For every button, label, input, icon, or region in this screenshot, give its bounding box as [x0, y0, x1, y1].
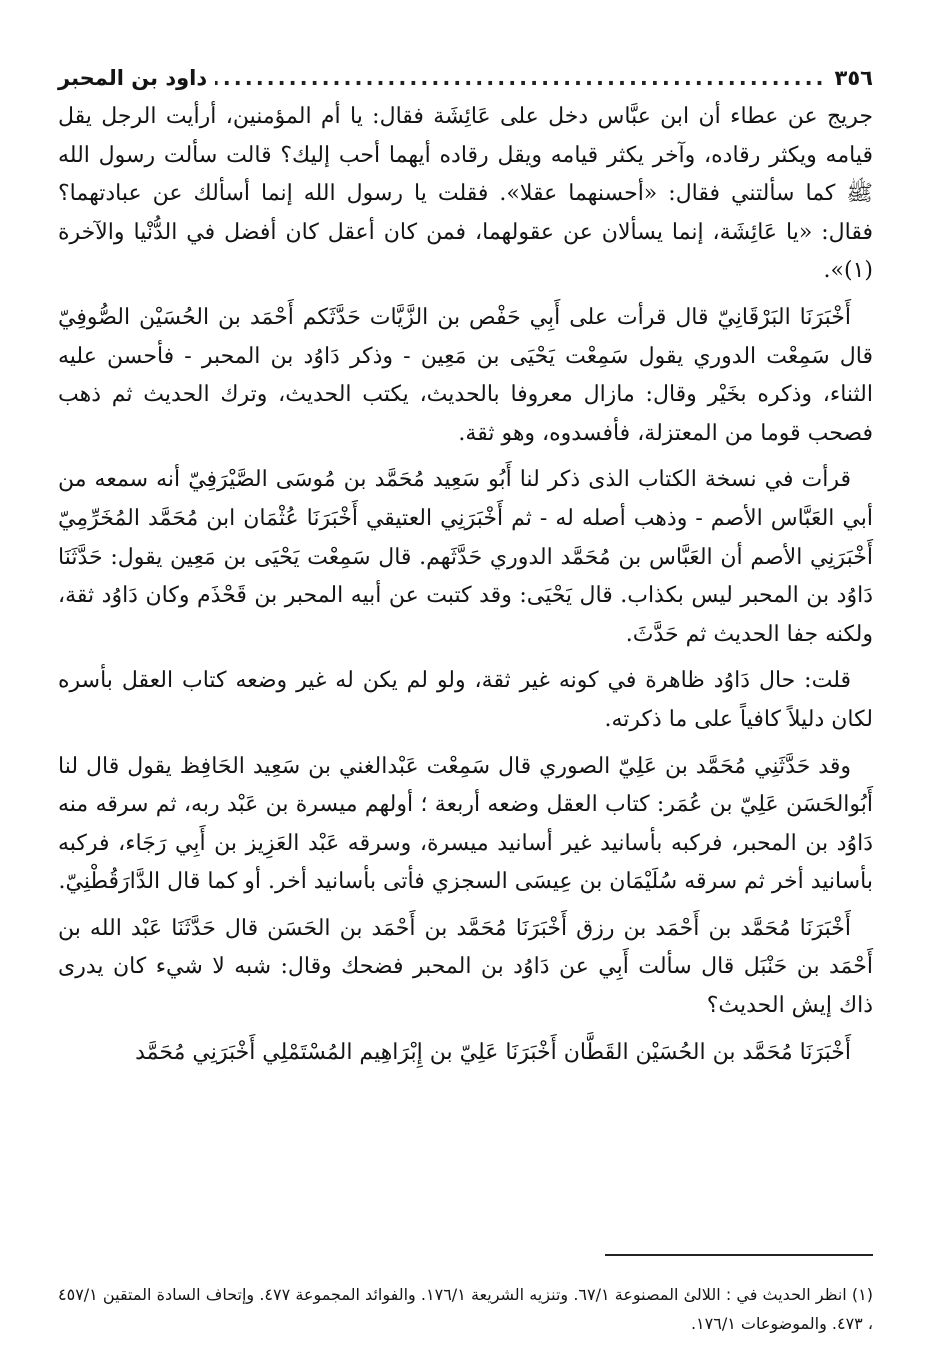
footnote-text: (١) انظر الحديث في : اللالئ المصنوعة ٦٧/١. وتنزيه الشريعة ١٧٦/١. والفوائد المجموعة ٤٧٧. وإتحاف السادة المتقين ٤٥٧/١ ، ٤٧٣. والموضوعات ١٧٦/١.: [58, 1285, 873, 1333]
paragraph-4: قلت: حال دَاوُد ظاهرة في كونه غير ثقة، ولو لم يكن له غير وضعه كتاب العقل بأسره لكان دليلاً كافياً على ما ذكرته.: [58, 668, 873, 732]
paragraph-7: أَخْبَرَنَا مُحَمَّد بن الحُسَيْن القَطَّان أَخْبَرَنَا عَلِيّ بن إِبْرَاهِيم المُسْتَمْلِي أَخْبَرَنِي مُحَمَّد: [135, 1039, 851, 1065]
paragraph-2: أَخْبَرَنَا البَرْقَانِيّ قال قرأت على أَبِي حَفْص بن الزَّيَّات حَدَّثَكم أَحْمَد بن الحُسَيْن الصُّوفِيّ قال سَمِعْت الدوري يقول سَمِعْت يَحْيَى بن مَعِين - وذكر دَاوُد بن المحبر - فأحسن عليه الثناء، وذكره بخَيْر وقال: مازال معروفا بالحديث، يكتب الحديث، وترك الحديث ثم ذهب فصحب قوما من المعتزلة، فأفسدوه، وهو ثقة.: [58, 304, 873, 446]
paragraph-5: وقد حَدَّثَنِي مُحَمَّد بن عَلِيّ الصوري قال سَمِعْت عَبْدالغني بن سَعِيد الحَافِظ يقول قال لنا أَبُوالحَسَن عَلِيّ بن عُمَر: كتاب العقل وضعه أربعة ؛ أولهم ميسرة بن عَبْد ربه، ثم سرقه منه دَاوُد بن المحبر، فركبه بأسانيد غير أسانيد ميسرة، وسرقه عَبْد العَزِيز بن أَبِي رَجَاء، فركبه بأسانيد أخر ثم سرقه سُلَيْمَان بن عِيسَى السجزي فأتى بأسانيد أخر. أو كما قال الدَّارَقُطْنِيّ.: [58, 753, 873, 895]
page-header: [58, 58, 873, 98]
page-number: ٣٥٦: [834, 66, 873, 90]
paragraph-3: قرأت في نسخة الكتاب الذى ذكر لنا أَبُو سَعِيد مُحَمَّد بن مُوسَى الصَّيْرَفِيّ أنه سمعه من أبي العَبَّاس الأصم - وذهب أصله له - ثم أَخْبَرَنِي العتيقي أَخْبَرَنَا عُثْمَان ابن مُحَمَّد المُخَرِّمِيّ أَخْبَرَنِي الأصم أن العَبَّاس بن مُحَمَّد الدوري حَدَّثَهم. قال سَمِعْت يَحْيَى بن مَعِين يقول: حَدَّثَنَا دَاوُد بن المحبر ليس بكذاب. قال يَحْيَى: وقد كتبت عن أبيه المحبر بن قَحْذَم وكان دَاوُد ثقة، ولكنه جفا الحديث ثم حَدَّثَ.: [58, 467, 873, 647]
paragraph-6: أَخْبَرَنَا مُحَمَّد بن أَحْمَد بن رزق أَخْبَرَنَا مُحَمَّد بن أَحْمَد بن الحَسَن قال حَدَّثَنَا عَبْد الله بن أَحْمَد بن حَنْبَل قال سألت أَبِي عن دَاوُد بن المحبر فضحك وقال: شبه لا شيء كان يدرى ذاك إيش الحديث؟: [58, 915, 873, 1019]
footnote: [58, 1280, 873, 1338]
book-page: [58, 58, 873, 1338]
footnote-separator: [605, 1254, 873, 1256]
paragraph-1: جريج عن عطاء أن ابن عبَّاس دخل على عَائِشَة فقال: يا أم المؤمنين، أرأيت الرجل يقل قيامه ويكثر رقاده، وآخر يكثر قيامه ويقل رقاده أيهما أحب إليك؟ قالت سألت رسول الله ﷺ كما سألتني فقال: «أحسنهما عقلا». فقلت يا رسول الله إنما أسألك عن عبادتهما؟ فقال: «يا عَائِشَة، إنما يسألان عن عقولهما، فمن كان أعقل كان أفضل في الدُّنْيا والآخرة (١)».: [58, 104, 874, 284]
main-text: [58, 98, 873, 1072]
header-leader-dots: [215, 58, 826, 98]
running-title: داود بن المحبر: [58, 66, 208, 90]
